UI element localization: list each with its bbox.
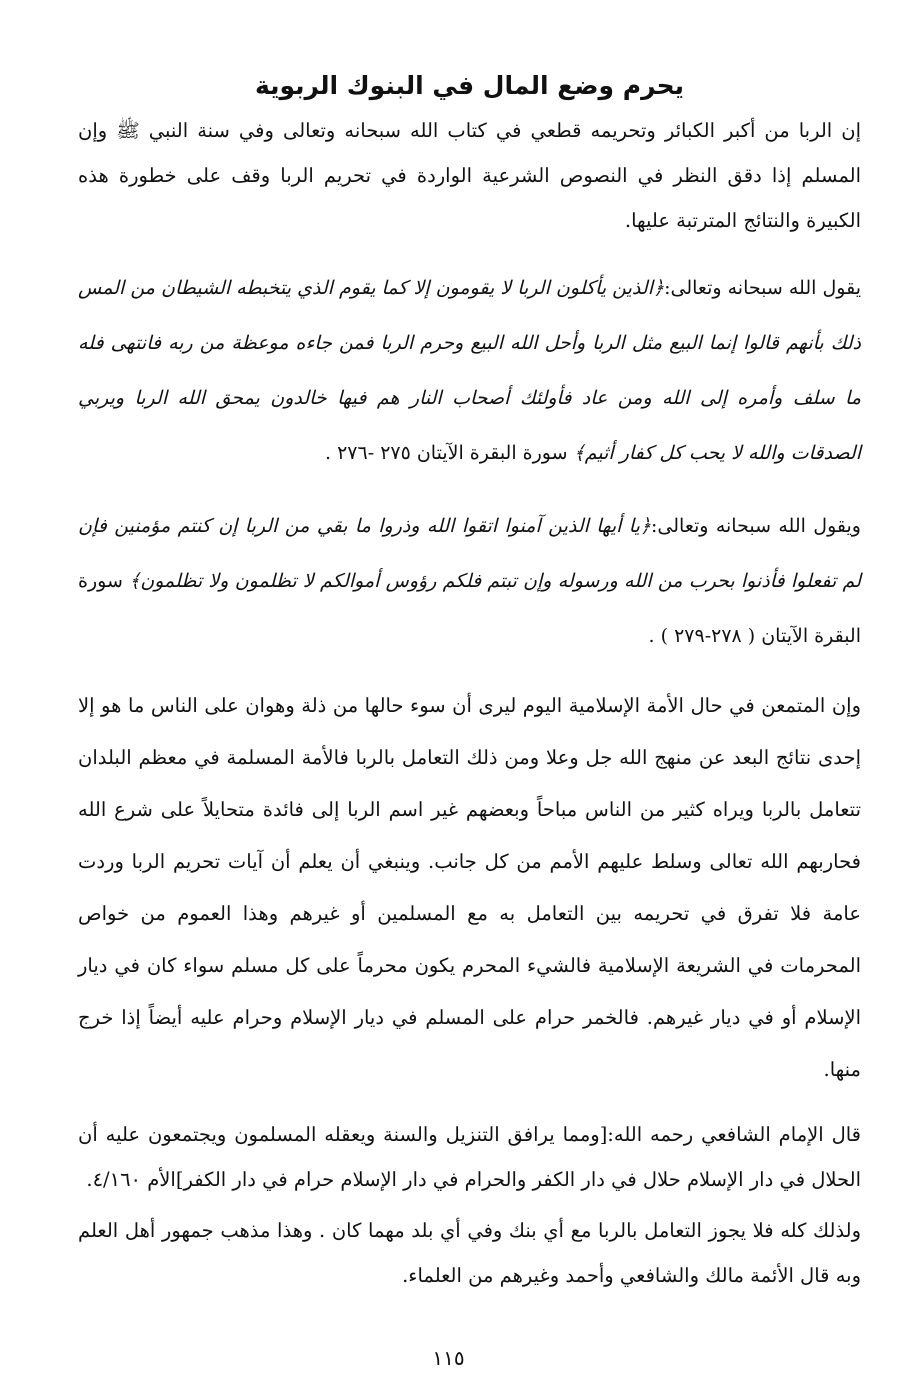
paragraph-quran-2	[78, 499, 861, 664]
paragraph-intro: إن الربا من أكبر الكبائر وتحريمه قطعي في كتاب الله سبحانه وتعالى وفي سنة النبي ﷺ وإن المسلم إذا دقق النظر في النصوص الشرعية الواردة في تحريم الربا وقف على خطورة هذه الكبيرة والنتائج المترتبة عليها.	[78, 119, 861, 232]
spacer	[78, 664, 861, 680]
quran-reference: سورة البقرة الآيتان ٢٧٥ -٢٧٦ .	[325, 442, 574, 464]
page-title: يحرم وضع المال في البنوك الربوية	[254, 71, 685, 100]
page-number: ١١٥	[432, 1346, 465, 1370]
quran-reference: سورة البقرة الآيتان ( ٢٧٨-٢٧٩ ) .	[78, 570, 861, 647]
spacer	[78, 1096, 861, 1112]
quran-verse: ﴿يا أيها الذين آمنوا اتقوا الله وذروا ما بقي من الربا إن كنتم مؤمنين فإن لم تفعلوا فأذنوا بحرب من الله ورسوله وإن تبتم فلكم رؤوس أموالكم لا تظلمون ولا تظلمون﴾	[78, 515, 861, 592]
paragraph-shafii-quote: قال الإمام الشافعي رحمه الله:[ومما يرافق التنزيل والسنة ويعقله المسلمون ويجتمعون عليه أن الحلال في دار الإسلام حلال في دار الكفر والحرام في دار الإسلام حرام في دار الكفر]الأم ٤/١٦٠.	[78, 1123, 861, 1191]
quran-verse: ﴿الذين يأكلون الربا لا يقومون إلا كما يقوم الذي يتخبطه الشيطان من المس ذلك بأنهم قالوا إنما البيع مثل الربا وأحل الله البيع وحرم الربا فمن جاءه موعظة من ربه فانتهى فله ما سلف وأمره إلى الله ومن عاد فأولئك أصحاب النار هم فيها خالدون يمحق الله الربا ويربي الصدقات والله لا يحب كل كفار أثيم﴾	[78, 277, 861, 464]
quran-intro: يقول الله سبحانه وتعالى:	[664, 277, 861, 299]
spacer	[78, 481, 861, 499]
paragraph-conclusion: ولذلك كله فلا يجوز التعامل بالربا مع أي بنك وفي أي بلد مهما كان . وهذا مذهب جمهور أهل العلم وبه قال الأئمة مالك والشافعي وأحمد وغيرهم من العلماء.	[78, 1219, 861, 1287]
paragraph-quran-1	[78, 261, 861, 481]
paragraph-body: وإن المتمعن في حال الأمة الإسلامية اليوم ليرى أن سوء حالها من ذلة وهوان على الناس ما هو إلا إحدى نتائج البعد عن منهج الله جل وعلا ومن ذلك التعامل بالربا فالأمة المسلمة في معظم البلدان تتعامل بالربا ويراه كثير من الناس مباحاً وبعضهم غير اسم الربا إلى فائدة متحايلاً على شرع الله فحاربهم الله تعالى وسلط عليهم الأمم من كل جانب. وينبغي أن يعلم أن آيات تحريم الربا وردت عامة فلا تفرق في تحريمه بين التعامل به مع المسلمين أو غيرهم وهذا العموم من خواص المحرمات في الشريعة الإسلامية فالشيء المحرم يكون محرماً على كل مسلم سواء كان في ديار الإسلام أو في ديار غيرهم. فالخمر حرام على المسلم في ديار الإسلام وحرام عليه أيضاً إذا خرج منها.	[78, 694, 861, 1081]
spacer	[78, 243, 861, 261]
quran-intro: ويقول الله سبحانه وتعالى:	[651, 515, 861, 537]
